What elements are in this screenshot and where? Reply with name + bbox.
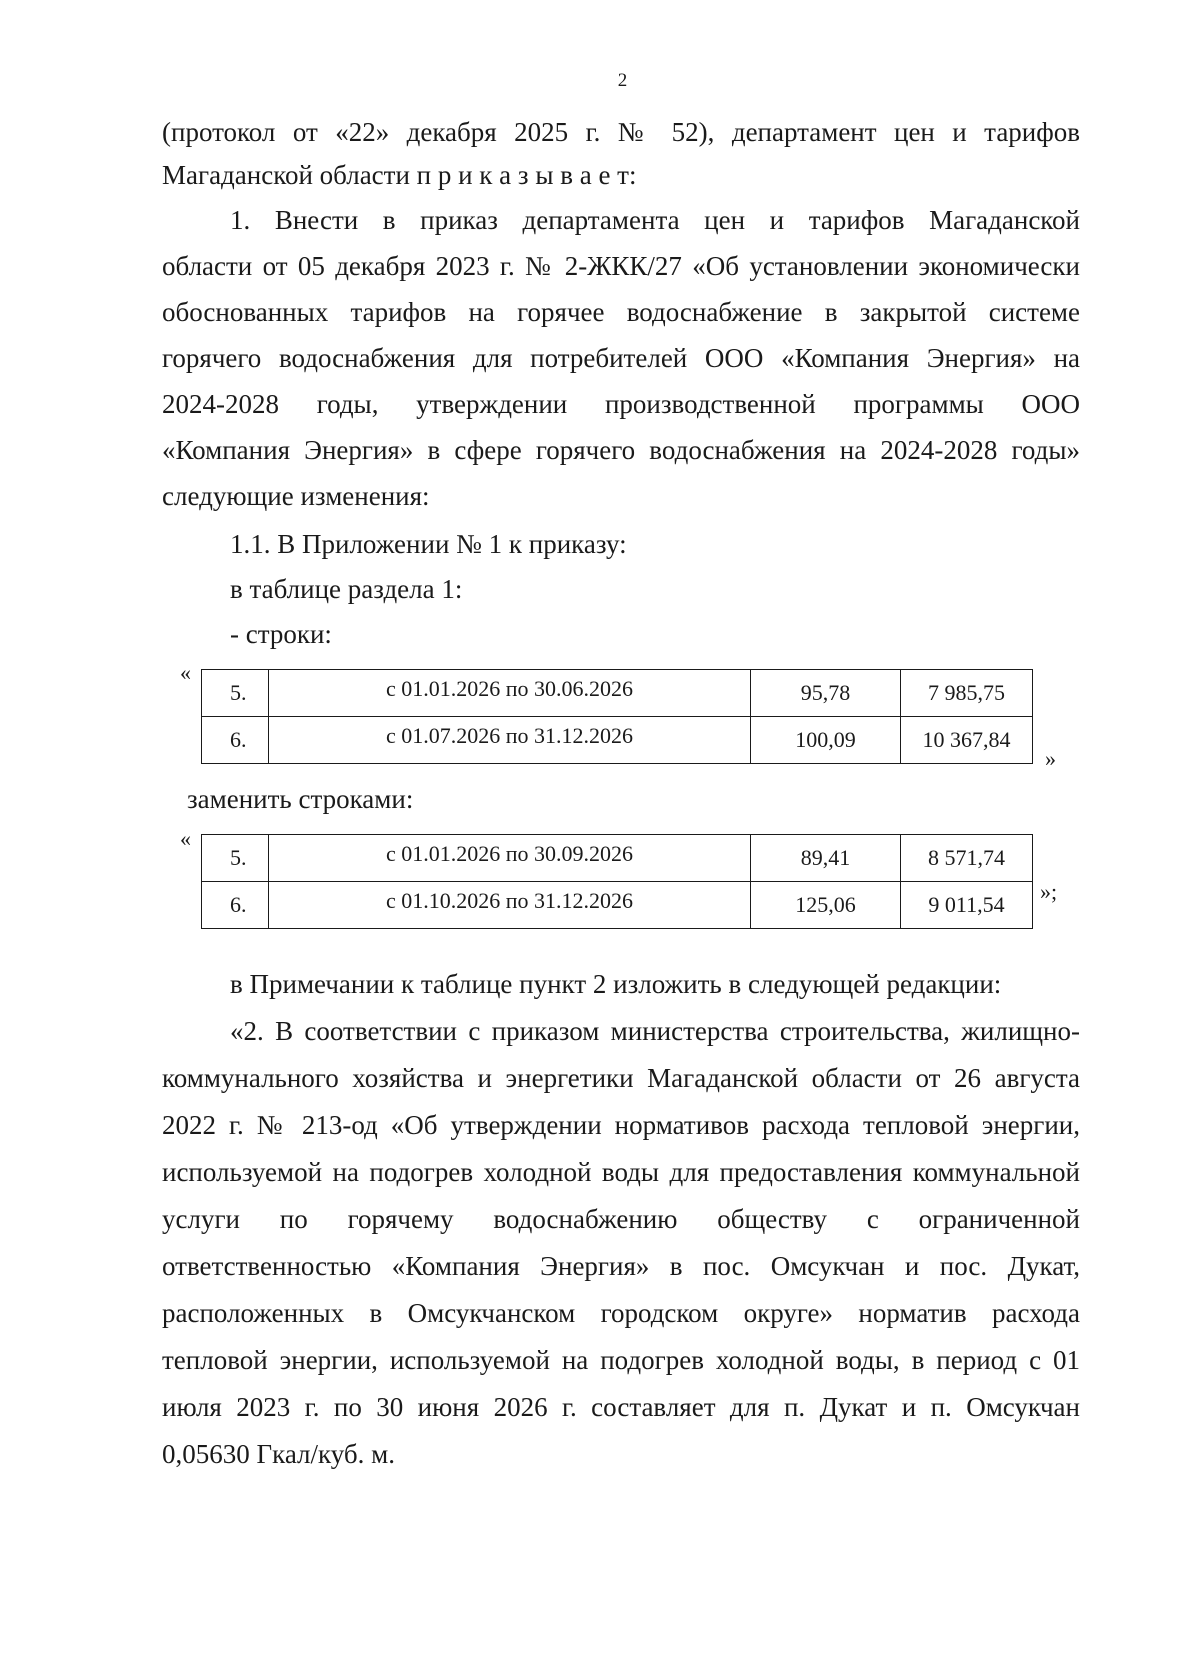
row-value-1: 95,78 bbox=[751, 670, 901, 717]
item1-line: области от 05 декабря 2023 г. № 2-ЖКК/27 «Об установлении экономически bbox=[162, 251, 1080, 281]
new-rows-table bbox=[201, 834, 1033, 929]
page-number: 2 bbox=[617, 70, 628, 91]
row-period: с 01.01.2026 по 30.06.2026 bbox=[269, 670, 751, 717]
row-value-1: 125,06 bbox=[751, 882, 901, 929]
section-reference: в таблице раздела 1: bbox=[230, 574, 463, 604]
row-value-2: 7 985,75 bbox=[901, 670, 1033, 717]
rows-label: - строки: bbox=[230, 619, 332, 649]
item1-line: следующие изменения: bbox=[162, 481, 430, 511]
note-line: коммунального хозяйства и энергетики Магаданской области от 26 августа bbox=[162, 1063, 1080, 1093]
row-number: 6. bbox=[202, 882, 269, 929]
intro-line: Магаданской области п р и к а з ы в а е т: bbox=[162, 160, 637, 190]
old-rows-table bbox=[201, 669, 1033, 764]
note-line: «2. В соответствии с приказом министерства строительства, жилищно- bbox=[230, 1016, 1080, 1046]
close-quote: » bbox=[1045, 746, 1056, 771]
row-number: 6. bbox=[202, 717, 269, 764]
note-line: услуги по горячему водоснабжению обществу с ограниченной bbox=[162, 1204, 1080, 1234]
item1-line: 2024-2028 годы, утверждении производственной программы ООО bbox=[162, 389, 1080, 419]
row-value-2: 9 011,54 bbox=[901, 882, 1033, 929]
intro-line: (протокол от «22» декабря 2025 г. № 52), департамент цен и тарифов bbox=[162, 117, 1080, 147]
note-line: тепловой энергии, используемой на подогрев холодной воды, в период с 01 bbox=[162, 1345, 1080, 1375]
row-period: с 01.10.2026 по 31.12.2026 bbox=[269, 882, 751, 929]
item11-heading: 1.1. В Приложении № 1 к приказу: bbox=[230, 529, 627, 559]
row-period: с 01.01.2026 по 30.09.2026 bbox=[269, 835, 751, 882]
item1-line: «Компания Энергия» в сфере горячего водоснабжения на 2024-2028 годы» bbox=[162, 435, 1080, 465]
table-row bbox=[202, 670, 1033, 717]
open-quote: « bbox=[180, 660, 191, 685]
close-quote: »; bbox=[1040, 879, 1058, 904]
replace-label: заменить строками: bbox=[187, 784, 414, 814]
table-row bbox=[202, 835, 1033, 882]
note-line: расположенных в Омсукчанском городском округе» норматив расхода bbox=[162, 1298, 1080, 1328]
row-value-2: 10 367,84 bbox=[901, 717, 1033, 764]
note-intro: в Примечании к таблице пункт 2 изложить в следующей редакции: bbox=[230, 969, 1002, 999]
note-line: июля 2023 г. по 30 июня 2026 г. составляет для п. Дукат и п. Омсукчан bbox=[162, 1392, 1080, 1422]
row-value-1: 100,09 bbox=[751, 717, 901, 764]
row-number: 5. bbox=[202, 670, 269, 717]
item1-line: 1. Внести в приказ департамента цен и тарифов Магаданской bbox=[230, 205, 1080, 235]
item1-line: горячего водоснабжения для потребителей ООО «Компания Энергия» на bbox=[162, 343, 1080, 373]
open-quote: « bbox=[180, 826, 191, 851]
note-line: ответственностью «Компания Энергия» в пос. Омсукчан и пос. Дукат, bbox=[162, 1251, 1080, 1281]
table-row bbox=[202, 717, 1033, 764]
item1-line: обоснованных тарифов на горячее водоснабжение в закрытой системе bbox=[162, 297, 1080, 327]
row-number: 5. bbox=[202, 835, 269, 882]
note-line: используемой на подогрев холодной воды для предоставления коммунальной bbox=[162, 1157, 1080, 1187]
table-row bbox=[202, 882, 1033, 929]
row-period: с 01.07.2026 по 31.12.2026 bbox=[269, 717, 751, 764]
note-line: 2022 г. № 213-од «Об утверждении нормативов расхода тепловой энергии, bbox=[162, 1110, 1080, 1140]
note-line: 0,05630 Гкал/куб. м. bbox=[162, 1439, 395, 1469]
row-value-1: 89,41 bbox=[751, 835, 901, 882]
row-value-2: 8 571,74 bbox=[901, 835, 1033, 882]
